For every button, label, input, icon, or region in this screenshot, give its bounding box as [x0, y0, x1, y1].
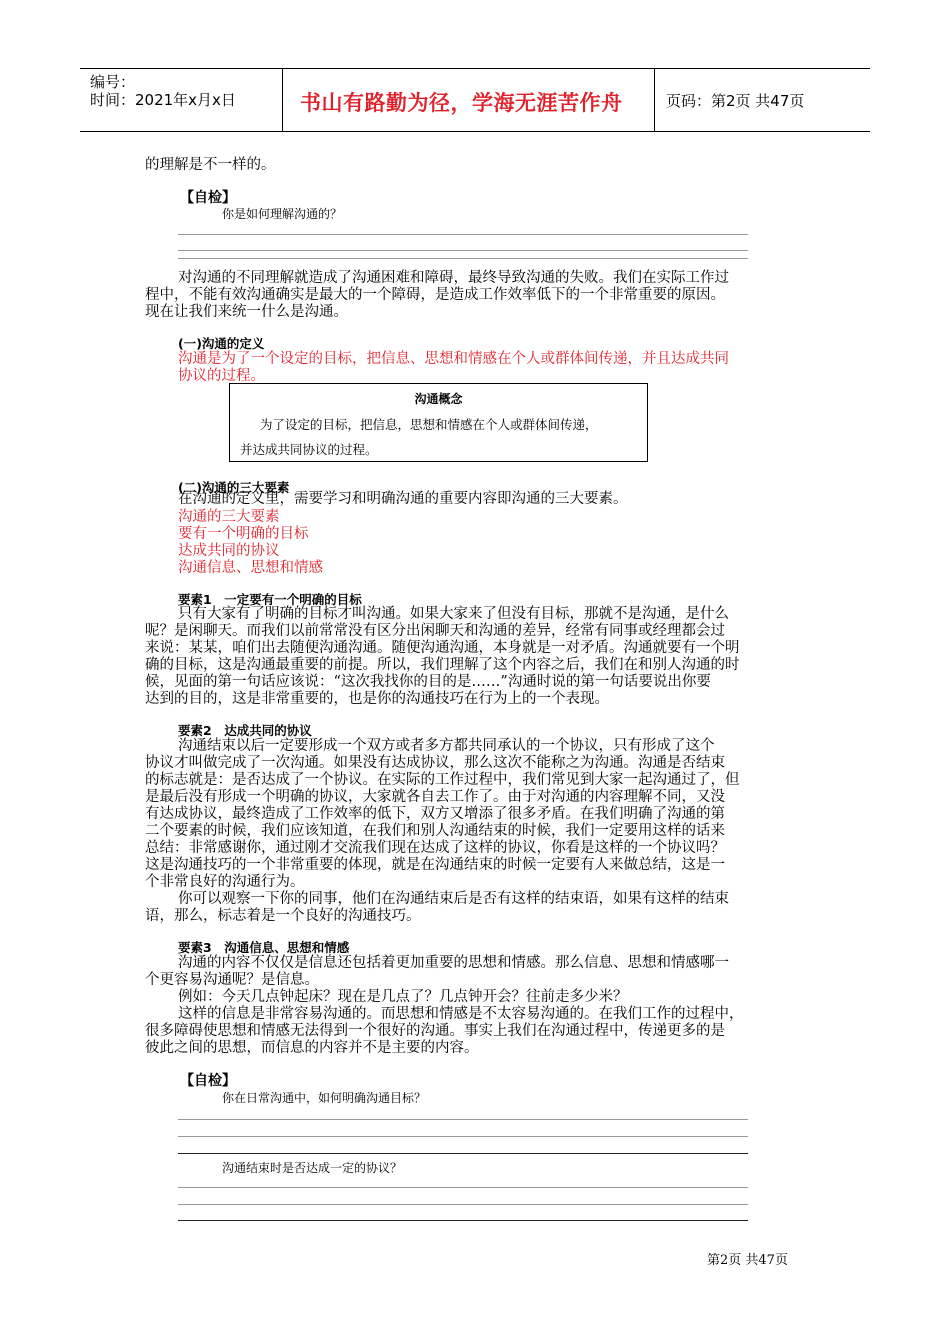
header-page-cell [654, 69, 870, 131]
paragraph-line: 总结：非常感谢你，通过刚才交流我们现在达成了这样的协议，你看是这样的一个协议吗？ [145, 840, 725, 856]
paragraph-line: 确的目标，这是沟通最重要的前提。所以，我们理解了这个内容之后，我们在和别人沟通的时 [145, 657, 740, 673]
concept-box-line: 并达成共同协议的过程。 [240, 442, 378, 457]
paragraph-line: 呢？是闲聊天。而我们以前常常没有区分出闲聊天和沟通的差异，经常有同事或经理都会过 [145, 623, 725, 639]
section-2-heading: (二)沟通的三大要素 [178, 480, 290, 495]
header-meta-cell [80, 69, 283, 131]
paragraph-line: 对沟通的不同理解就造成了沟通困难和障碍，最终导致沟通的失败。我们在实际工作过 [178, 270, 729, 286]
footer-page-number: 第2页 共47页 [707, 1253, 788, 1268]
paragraph-line: 个更容易沟通呢？是信息。 [145, 972, 319, 988]
paragraph-line: 很多障碍使思想和情感无法得到一个很好的沟通。事实上我们在沟通过程中，传递更多的是 [145, 1023, 725, 1039]
element-2-heading: 要素2 达成共同的协议 [178, 723, 312, 738]
answer-line [178, 1187, 748, 1188]
paragraph-line: 来说：某某，咱们出去随便沟通沟通。随便沟通沟通，本身就是一对矛盾。沟通就要有一个明 [145, 640, 740, 656]
header-motto-cell [282, 69, 655, 131]
paragraph-line: 达到的目的，这是非常重要的，也是你的沟通技巧在行为上的一个表现。 [145, 691, 609, 707]
self-check-2-question: 沟通结束时是否达成一定的协议？ [222, 1161, 403, 1175]
intro-line: 的理解是不一样的。 [145, 157, 276, 173]
concept-box-line: 为了设定的目标，把信息，思想和情感在个人或群体间传递， [260, 417, 598, 432]
paragraph-line: 是最后没有形成一个明确的协议，大家就各自去工作了。由于对沟通的内容理解不同，又没 [145, 789, 725, 805]
paragraph-line: 候，见面的第一句话应该说：“这次我找你的目的是……”沟通时说的第一句话要说出你要 [145, 674, 711, 690]
document-number-label: 编号： [90, 73, 136, 91]
self-check-1-question: 你是如何理解沟通的？ [222, 207, 343, 221]
paragraph-line: 彼此之间的思想，而信息的内容并不是主要的内容。 [145, 1040, 479, 1056]
section-2-intro: 在沟通的定义里，需要学习和明确沟通的重要内容即沟通的三大要素。 [178, 491, 628, 507]
paragraph-line: 这是沟通技巧的一个非常重要的体现，就是在沟通结束的时候一定要有人来做总结，这是一 [145, 857, 725, 873]
element-3-heading: 要素3 沟通信息、思想和情感 [178, 940, 350, 955]
answer-line [178, 1136, 748, 1137]
paragraph-line: 二个要素的时候，我们应该知道，在我们和别人沟通结束的时候，我们一定要用这样的话来 [145, 823, 725, 839]
answer-line [178, 234, 748, 235]
document-date-label: 时间：2021年x月x日 [90, 91, 236, 109]
answer-line [178, 258, 748, 259]
answer-line [178, 1119, 748, 1120]
page-header [80, 68, 870, 132]
paragraph-line: 语，那么，标志着是一个良好的沟通技巧。 [145, 908, 421, 924]
self-check-2-title: 【自检】 [180, 1073, 236, 1089]
paragraph-line: 沟通的内容不仅仅是信息还包括着更加重要的思想和情感。那么信息、思想和情感哪一 [178, 955, 729, 971]
example-line: 例如：今天几点钟起床？现在是几点了？几点钟开会？往前走多少米？ [178, 989, 628, 1005]
answer-line [178, 1204, 748, 1205]
concept-box [229, 383, 648, 462]
header-page-number: 页码：第2页 共47页 [666, 92, 805, 110]
answer-line [178, 250, 748, 251]
paragraph-line: 有达成协议，最终造成了工作效率的低下，双方又增添了很多矛盾。在我们明确了沟通的第 [145, 806, 725, 822]
definition-line: 协议的过程。 [178, 368, 265, 384]
red-list-item: 达成共同的协议 [178, 543, 280, 559]
paragraph-line: 只有大家有了明确的目标才叫沟通。如果大家来了但没有目标，那就不是沟通，是什么 [178, 606, 729, 622]
paragraph-line: 程中，不能有效沟通确实是最大的一个障碍，是造成工作效率低下的一个非常重要的原因。 [145, 287, 725, 303]
paragraph-line: 协议才叫做完成了一次沟通。如果没有达成协议，那么这次不能称之为沟通。沟通是否结束 [145, 755, 725, 771]
paragraph-line: 个非常良好的沟通行为。 [145, 874, 305, 890]
answer-line [178, 1220, 748, 1221]
paragraph-line: 你可以观察一下你的同事，他们在沟通结束后是否有这样的结束语，如果有这样的结束 [178, 891, 729, 907]
paragraph-line: 这样的信息是非常容易沟通的。而思想和情感是不太容易沟通的。在我们工作的过程中， [178, 1006, 744, 1022]
section-1-heading: (一)沟通的定义 [178, 336, 265, 351]
header-motto: 书山有路勤为径，学海无涯苦作舟 [300, 91, 623, 115]
self-check-2-question: 你在日常沟通中，如何明确沟通目标？ [222, 1091, 427, 1105]
definition-line: 沟通是为了一个设定的目标，把信息、思想和情感在个人或群体间传递，并且达成共同 [178, 351, 729, 367]
paragraph-line: 沟通结束以后一定要形成一个双方或者多方都共同承认的一个协议，只有形成了这个 [178, 738, 715, 754]
element-1-heading: 要素1 一定要有一个明确的目标 [178, 592, 362, 607]
paragraph-line: 的标志就是：是否达成了一个协议。在实际的工作过程中，我们常见到大家一起沟通过了，但 [145, 772, 740, 788]
red-list-item: 要有一个明确的目标 [178, 526, 309, 542]
self-check-1-title: 【自检】 [180, 190, 236, 206]
red-list-item: 沟通信息、思想和情感 [178, 560, 323, 576]
red-list-item: 沟通的三大要素 [178, 509, 280, 525]
answer-line [178, 1153, 748, 1154]
paragraph-line: 现在让我们来统一什么是沟通。 [145, 304, 348, 320]
concept-box-title: 沟通概念 [414, 392, 463, 406]
